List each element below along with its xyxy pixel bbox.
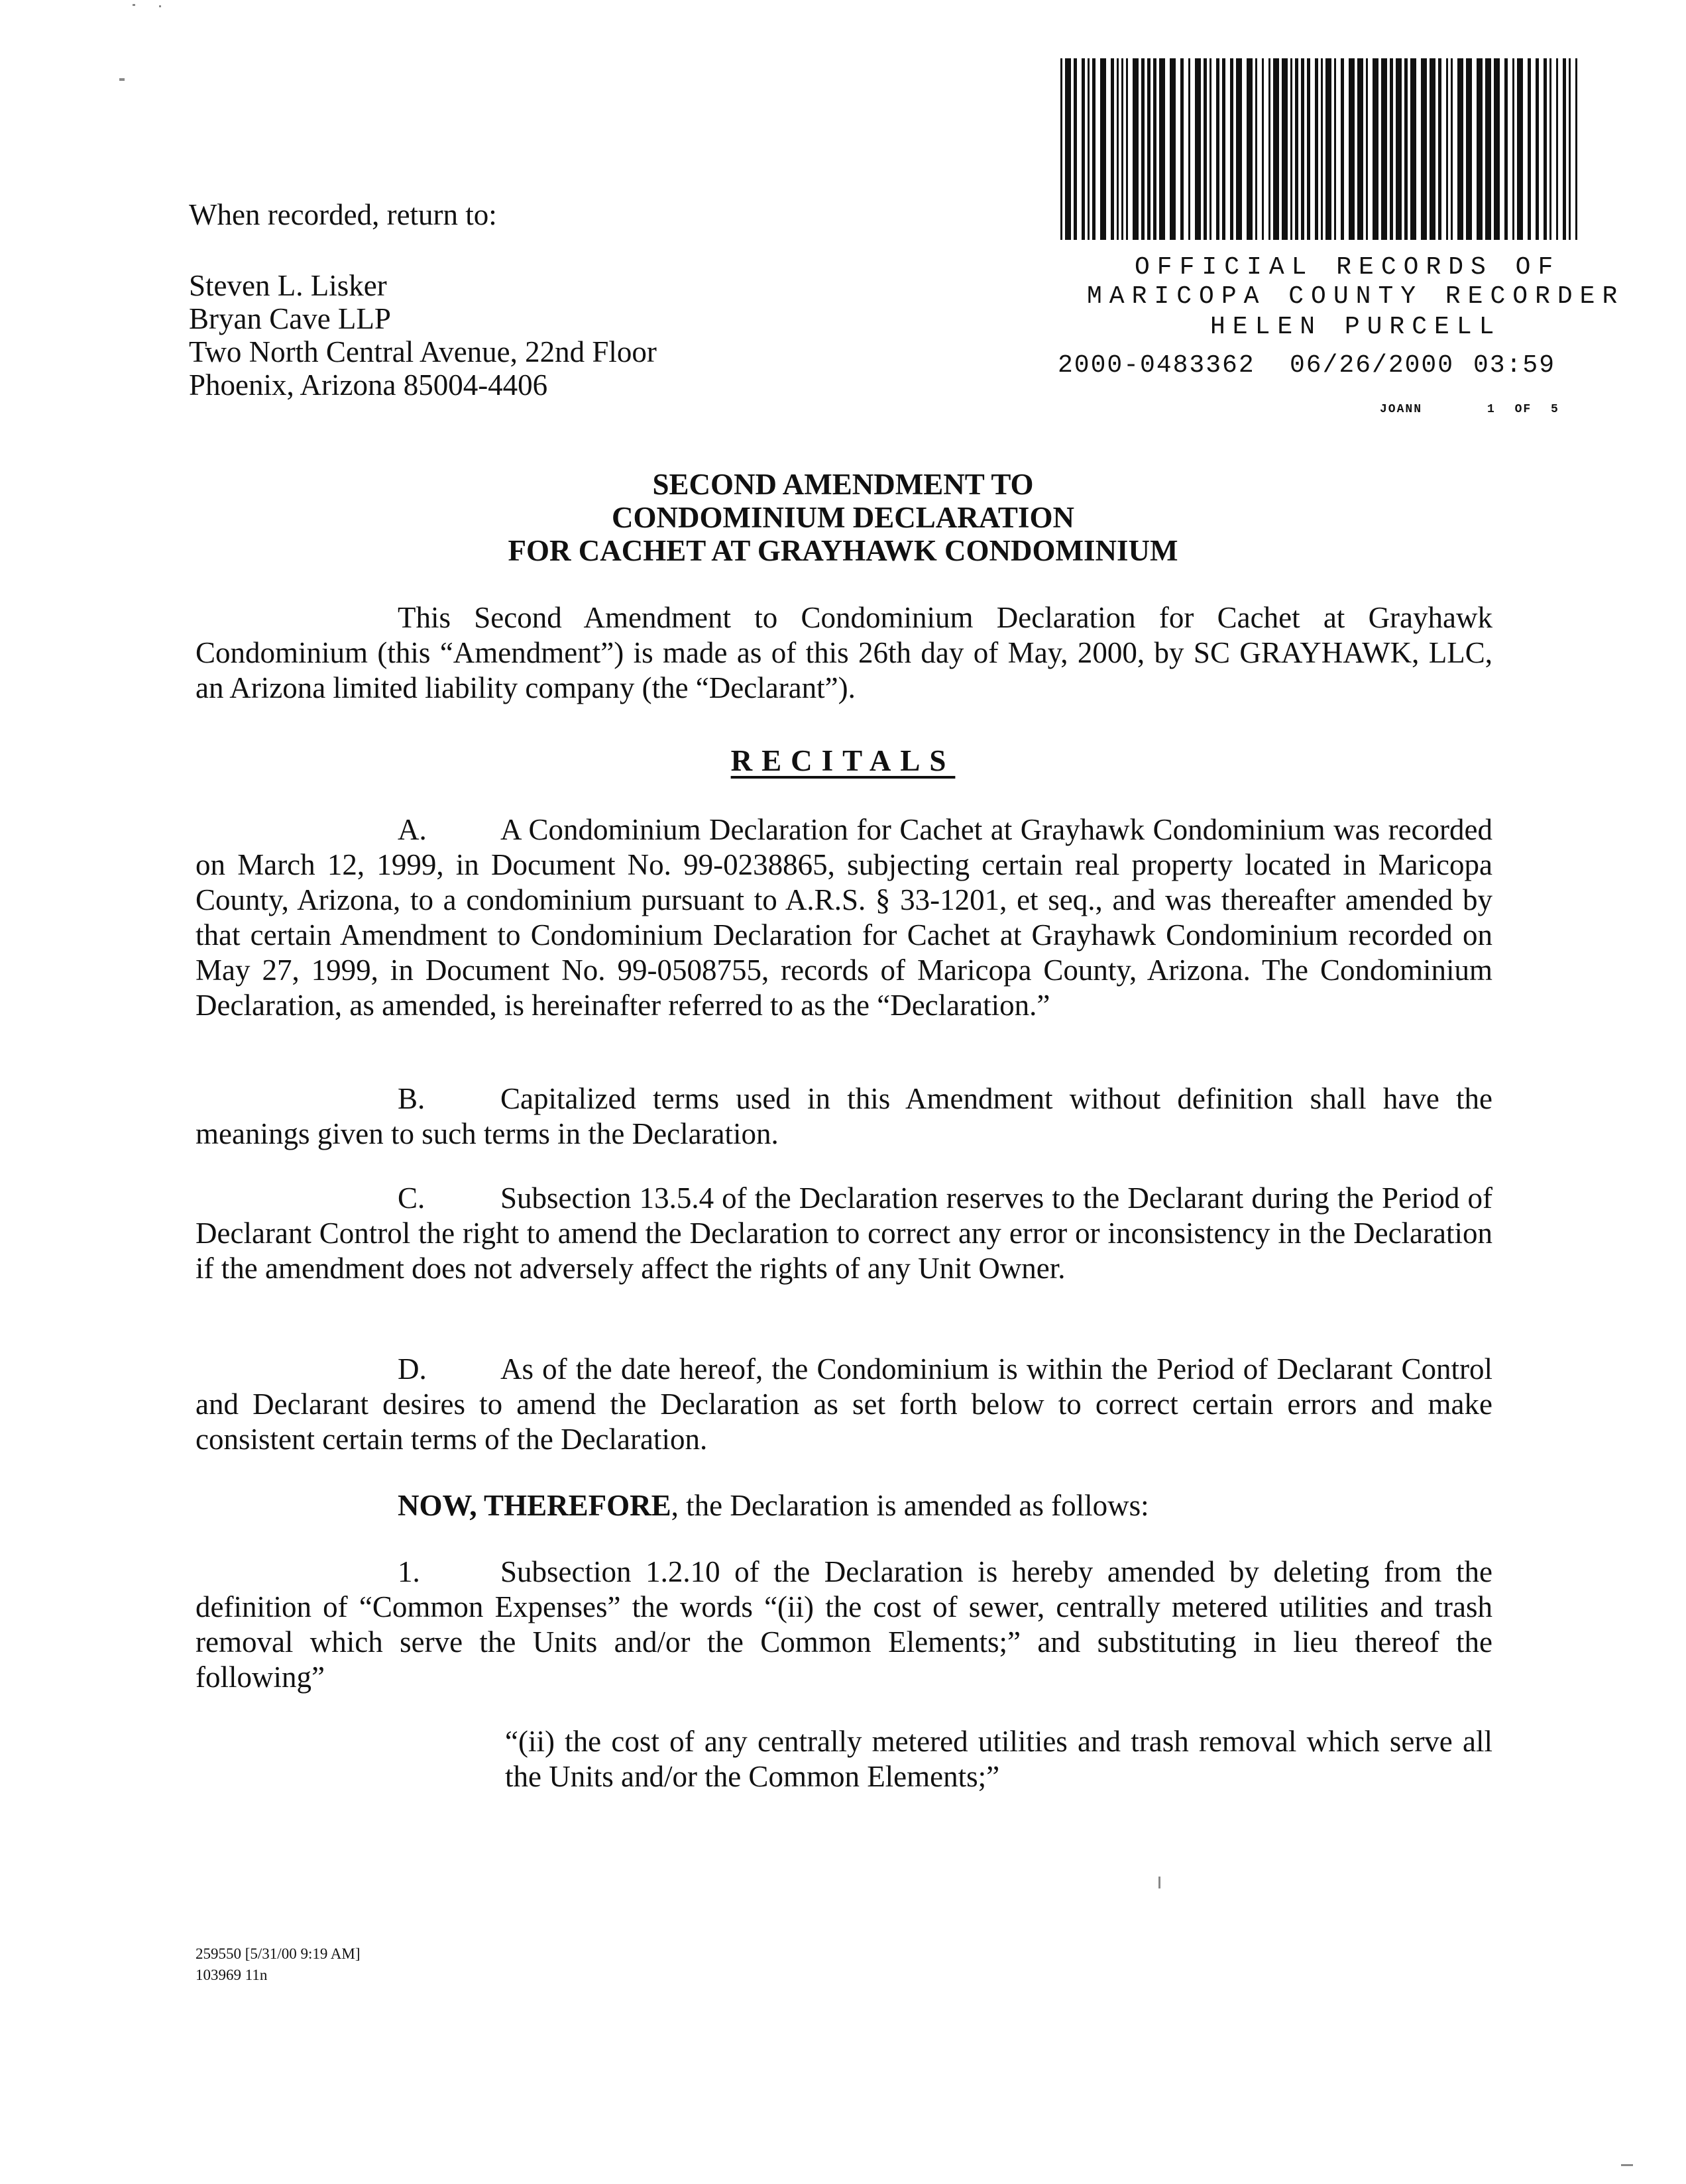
recital-label: D. <box>398 1352 427 1386</box>
barcode-bar <box>1170 58 1176 240</box>
barcode-bar <box>1457 58 1463 240</box>
barcode-bar <box>1421 58 1427 240</box>
footer-doc-code: 259550 [5/31/00 9:19 AM] <box>196 1945 361 1962</box>
now-therefore-clause <box>398 1488 1149 1523</box>
barcode-bar <box>1563 58 1566 240</box>
barcode-bar <box>1082 58 1085 240</box>
recital-text: Subsection 13.5.4 of the Declaration reserves to the Declarant during the Period of Declarant Control the right to amend the Declaration to correct any error or inconsistency in the Declaration if the amendment does not adversely affect the rights of any Unit Owner. <box>196 1181 1492 1285</box>
return-to-firm: Bryan Cave LLP <box>189 302 391 335</box>
barcode-bar <box>1117 58 1119 240</box>
item-label: 1. <box>398 1555 420 1588</box>
return-to-street: Two North Central Avenue, 22nd Floor <box>189 335 657 368</box>
item-text: Subsection 1.2.10 of the Declaration is hereby amended by deleting from the definition of “Common Expenses” the words “(ii) the cost of sewer, centrally metered utilities and trash removal which serve the Units and/or the Common Elements;” and substituting in lieu thereof the following” <box>196 1555 1492 1694</box>
recording-page-count: 1 OF 5 <box>1487 403 1559 416</box>
barcode-bar <box>1230 58 1233 240</box>
recital-label: C. <box>398 1181 425 1215</box>
barcode-bar <box>1290 58 1292 240</box>
scan-speck <box>133 4 135 6</box>
barcode-bar <box>1180 58 1184 240</box>
scan-speck <box>119 78 125 81</box>
return-to-city: Phoenix, Arizona 85004-4406 <box>189 368 548 402</box>
barcode-bar <box>1204 58 1207 240</box>
barcode-bar <box>1282 58 1288 240</box>
recording-number: 2000-0483362 <box>1058 351 1255 380</box>
recital-a <box>196 812 1492 1023</box>
recital-label: A. <box>398 813 427 846</box>
now-therefore-bold: NOW, THEREFORE <box>398 1489 671 1522</box>
recital-text: Capitalized terms used in this Amendment without definition shall have the meanings given to such terms in the Declaration. <box>196 1082 1492 1150</box>
barcode-bar <box>1111 58 1114 240</box>
barcode-bar <box>1451 58 1453 240</box>
barcode-bar <box>1569 58 1571 240</box>
barcode-bar <box>1147 58 1151 240</box>
return-to-label: When recorded, return to: <box>189 198 497 231</box>
scan-speck <box>1621 2164 1633 2166</box>
barcode-bar <box>1301 58 1304 240</box>
barcode-bar <box>1195 58 1201 240</box>
barcode-bar <box>1494 58 1500 240</box>
barcode-bar <box>1504 58 1508 240</box>
barcode-bar <box>1209 58 1211 240</box>
barcode-bar <box>1485 58 1491 240</box>
barcode-bar <box>1349 58 1355 240</box>
barcode-image <box>1059 58 1583 240</box>
barcode-bar <box>1396 58 1402 240</box>
barcode-bar <box>1517 58 1523 240</box>
recorder-stamp-line3: HELEN PURCELL <box>1210 313 1502 341</box>
barcode-bar <box>1430 58 1435 240</box>
barcode-bar <box>1092 58 1096 240</box>
barcode-bar <box>1373 58 1378 240</box>
barcode-bar <box>1544 58 1547 240</box>
barcode-bar <box>1438 58 1441 240</box>
barcode-bar <box>1381 58 1387 240</box>
barcode-bar <box>1153 58 1156 240</box>
barcode-bar <box>1159 58 1165 240</box>
barcode-bar <box>1126 58 1128 240</box>
barcode-bar <box>1247 58 1253 240</box>
return-to-name: Steven L. Lisker <box>189 269 387 302</box>
barcode-bar <box>1334 58 1336 240</box>
barcode-bar <box>1390 58 1393 240</box>
barcode-bar <box>1262 58 1264 240</box>
barcode-bar <box>1065 58 1071 240</box>
recital-text: A Condominium Declaration for Cachet at Grayhawk Condominium was recorded on March 12, 1999, in Document No. 99-0238865, subjecting certain real property located in Maricopa County, Arizona, to a condominium pursuant to A.R.S. § 33-1201, et seq., and was thereafter amended by that certain Amendment to Condominium Declaration for Cachet at Grayhawk Condominium recorded on May 27, 1999, in Document No. 99-0508755, records of Maricopa County, Arizona. The Condominium Declaration, as amended, is hereinafter referred to as the “Declaration.” <box>196 813 1492 1022</box>
barcode-bar <box>1575 58 1577 240</box>
barcode-bar <box>1088 58 1090 240</box>
recital-label: B. <box>398 1082 425 1115</box>
barcode-bar <box>1410 58 1416 240</box>
recitals-heading: RECITALS <box>730 744 956 777</box>
barcode-bar <box>1466 58 1472 240</box>
barcode-bar <box>1188 58 1190 240</box>
recording-time: 03:59 <box>1473 351 1556 380</box>
barcode-bar <box>1404 58 1408 240</box>
barcode-bar <box>1325 58 1331 240</box>
barcode-bar <box>1121 58 1123 240</box>
barcode-bar <box>1222 58 1225 240</box>
barcode-bar <box>1216 58 1219 240</box>
barcode-bar <box>1100 58 1106 240</box>
recorder-stamp-line2: MARICOPA COUNTY RECORDER <box>1087 282 1625 311</box>
document-title-line3: FOR CACHET AT GRAYHAWK CONDOMINIUM <box>508 534 1178 567</box>
barcode-bar <box>1315 58 1318 240</box>
now-therefore-rest: , the Declaration is amended as follows: <box>671 1489 1149 1522</box>
barcode-bar <box>1528 58 1531 240</box>
barcode-bar <box>1295 58 1298 240</box>
scan-speck <box>159 5 161 7</box>
barcode-bar <box>1477 58 1483 240</box>
document-title-line2: CONDOMINIUM DECLARATION <box>612 501 1074 534</box>
barcode-bar <box>1273 58 1279 240</box>
barcode-bar <box>1321 58 1323 240</box>
barcode-bar <box>1549 58 1551 240</box>
recital-c <box>196 1181 1492 1286</box>
recital-d <box>196 1352 1492 1457</box>
recital-text: As of the date hereof, the Condominium is within the Period of Declarant Control and Declarant desires to amend the Declaration as set forth below to correct certain errors and make consistent certain terms of the Declaration. <box>196 1352 1492 1456</box>
barcode-bar <box>1536 58 1539 240</box>
barcode-bar <box>1366 58 1368 240</box>
barcode-bar <box>1060 58 1062 240</box>
recital-b <box>196 1081 1492 1152</box>
document-title-line1: SECOND AMENDMENT TO <box>652 468 1034 501</box>
barcode-bar <box>1512 58 1514 240</box>
barcode-bar <box>1074 58 1077 240</box>
footer-doc-id: 103969 11n <box>196 1967 268 1983</box>
barcode-bar <box>1141 58 1145 240</box>
barcode-bar <box>1357 58 1363 240</box>
recording-clerk: JOANN <box>1380 403 1423 416</box>
barcode-bar <box>1236 58 1242 240</box>
amendment-item-1 <box>196 1555 1492 1695</box>
barcode-bar <box>1255 58 1257 240</box>
barcode-bar <box>1446 58 1448 240</box>
intro-paragraph: This Second Amendment to Condominium Declaration for Cachet at Grayhawk Condominium (this “Amendment”) is made as of this 26th day of May, 2000, by SC GRAYHAWK, LLC, an Arizona limited liability company (the “Declarant”). <box>196 601 1492 704</box>
scan-speck <box>1158 1877 1160 1888</box>
barcode-bar <box>1341 58 1344 240</box>
barcode-bar <box>1133 58 1139 240</box>
recorder-stamp-line1: OFFICIAL RECORDS OF <box>1135 253 1561 282</box>
amendment-item-1-quote: “(ii) the cost of any centrally metered utilities and trash removal which serve all the Units and/or the Common Elements;” <box>505 1725 1492 1793</box>
recording-date: 06/26/2000 <box>1290 351 1455 380</box>
barcode-bar <box>1556 58 1558 240</box>
barcode-bar <box>1268 58 1270 240</box>
barcode-bar <box>1307 58 1310 240</box>
